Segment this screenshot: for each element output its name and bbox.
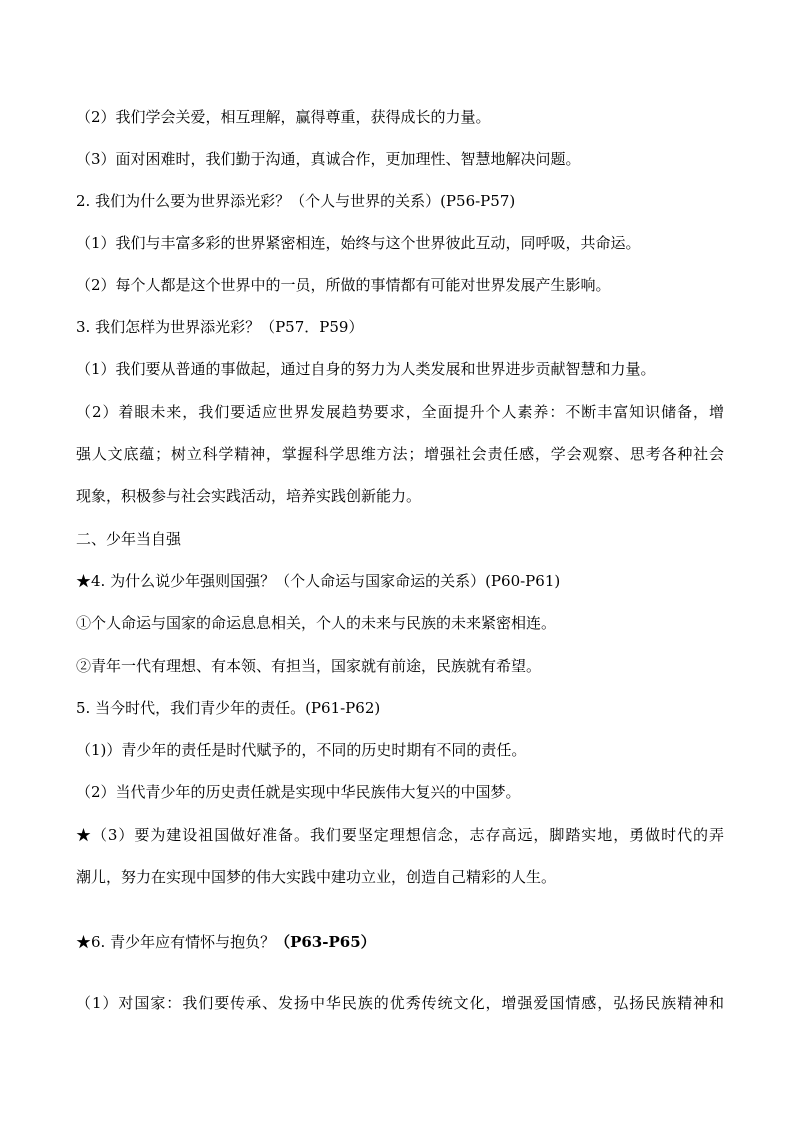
answer-5-3-line-2: 潮儿，努力在实现中国梦的伟大实践中建功立业，创造自己精彩的人生。 [76, 868, 557, 886]
answer-4-2: ②青年一代有理想、有本领、有担当，国家就有前途，民族就有希望。 [76, 657, 542, 675]
question-5-heading: 5. 当今时代，我们青少年的责任。(P61-P62) [76, 699, 381, 717]
question-4-heading: ★4. 为什么说少年强则国强？（个人命运与国家命运的关系）(P60-P61) [76, 572, 561, 590]
answer-5-3-line-1: ★（3）要为建设祖国做好准备。我们要坚定理想信念，志存高远，脚踏实地，勇做时代的弄 [76, 826, 724, 844]
question-6-text: ★6. 青少年应有情怀与抱负？ [76, 933, 276, 951]
answer-3-2-line-2: 强人文底蕴；树立科学精神，掌握科学思维方法；增强社会责任感，学会观察、思考各种社会 [76, 445, 724, 463]
answer-2-2: （2）每个人都是这个世界中的一员，所做的事情都有可能对世界发展产生影响。 [76, 276, 611, 294]
question-6-heading [76, 932, 724, 952]
answer-5-1: （1)）青少年的责任是时代赋予的，不同的历史时期有不同的责任。 [76, 741, 527, 759]
answer-1-2: （2）我们学会关爱，相互理解，赢得尊重，获得成长的力量。 [76, 108, 491, 126]
answer-3-2-line-1: （2）着眼未来，我们要适应世界发展趋势要求，全面提升个人素养：不断丰富知识储备，增 [76, 403, 724, 421]
answer-1-3: （3）面对困难时，我们勤于沟通，真诚合作，更加理性、智慧地解决问题。 [76, 150, 581, 168]
answer-6-1-line-1: （1）对国家：我们要传承、发扬中华民族的优秀传统文化，增强爱国情感，弘扬民族精神和 [76, 994, 724, 1012]
answer-4-1: ①个人命运与国家的命运息息相关，个人的未来与民族的未来紧密相连。 [76, 614, 557, 632]
question-3-heading: 3. 我们怎样为世界添光彩？（P57．P59） [76, 318, 364, 336]
answer-3-2-line-3: 现象，积极参与社会实践活动，培养实践创新能力。 [76, 487, 422, 505]
question-6-pages: （P63-P65） [275, 933, 376, 951]
section-2-heading: 二、少年当自强 [76, 530, 182, 548]
answer-2-1: （1）我们与丰富多彩的世界紧密相连，始终与这个世界彼此互动，同呼吸，共命运。 [76, 234, 641, 252]
answer-5-2: （2）当代青少年的历史责任就是实现中华民族伟大复兴的中国梦。 [76, 783, 521, 801]
answer-3-1: （1）我们要从普通的事做起，通过自身的努力为人类发展和世界进步贡献智慧和力量。 [76, 360, 656, 378]
question-2-heading: 2. 我们为什么要为世界添光彩？（个人与世界的关系）(P56-P57) [76, 192, 516, 210]
